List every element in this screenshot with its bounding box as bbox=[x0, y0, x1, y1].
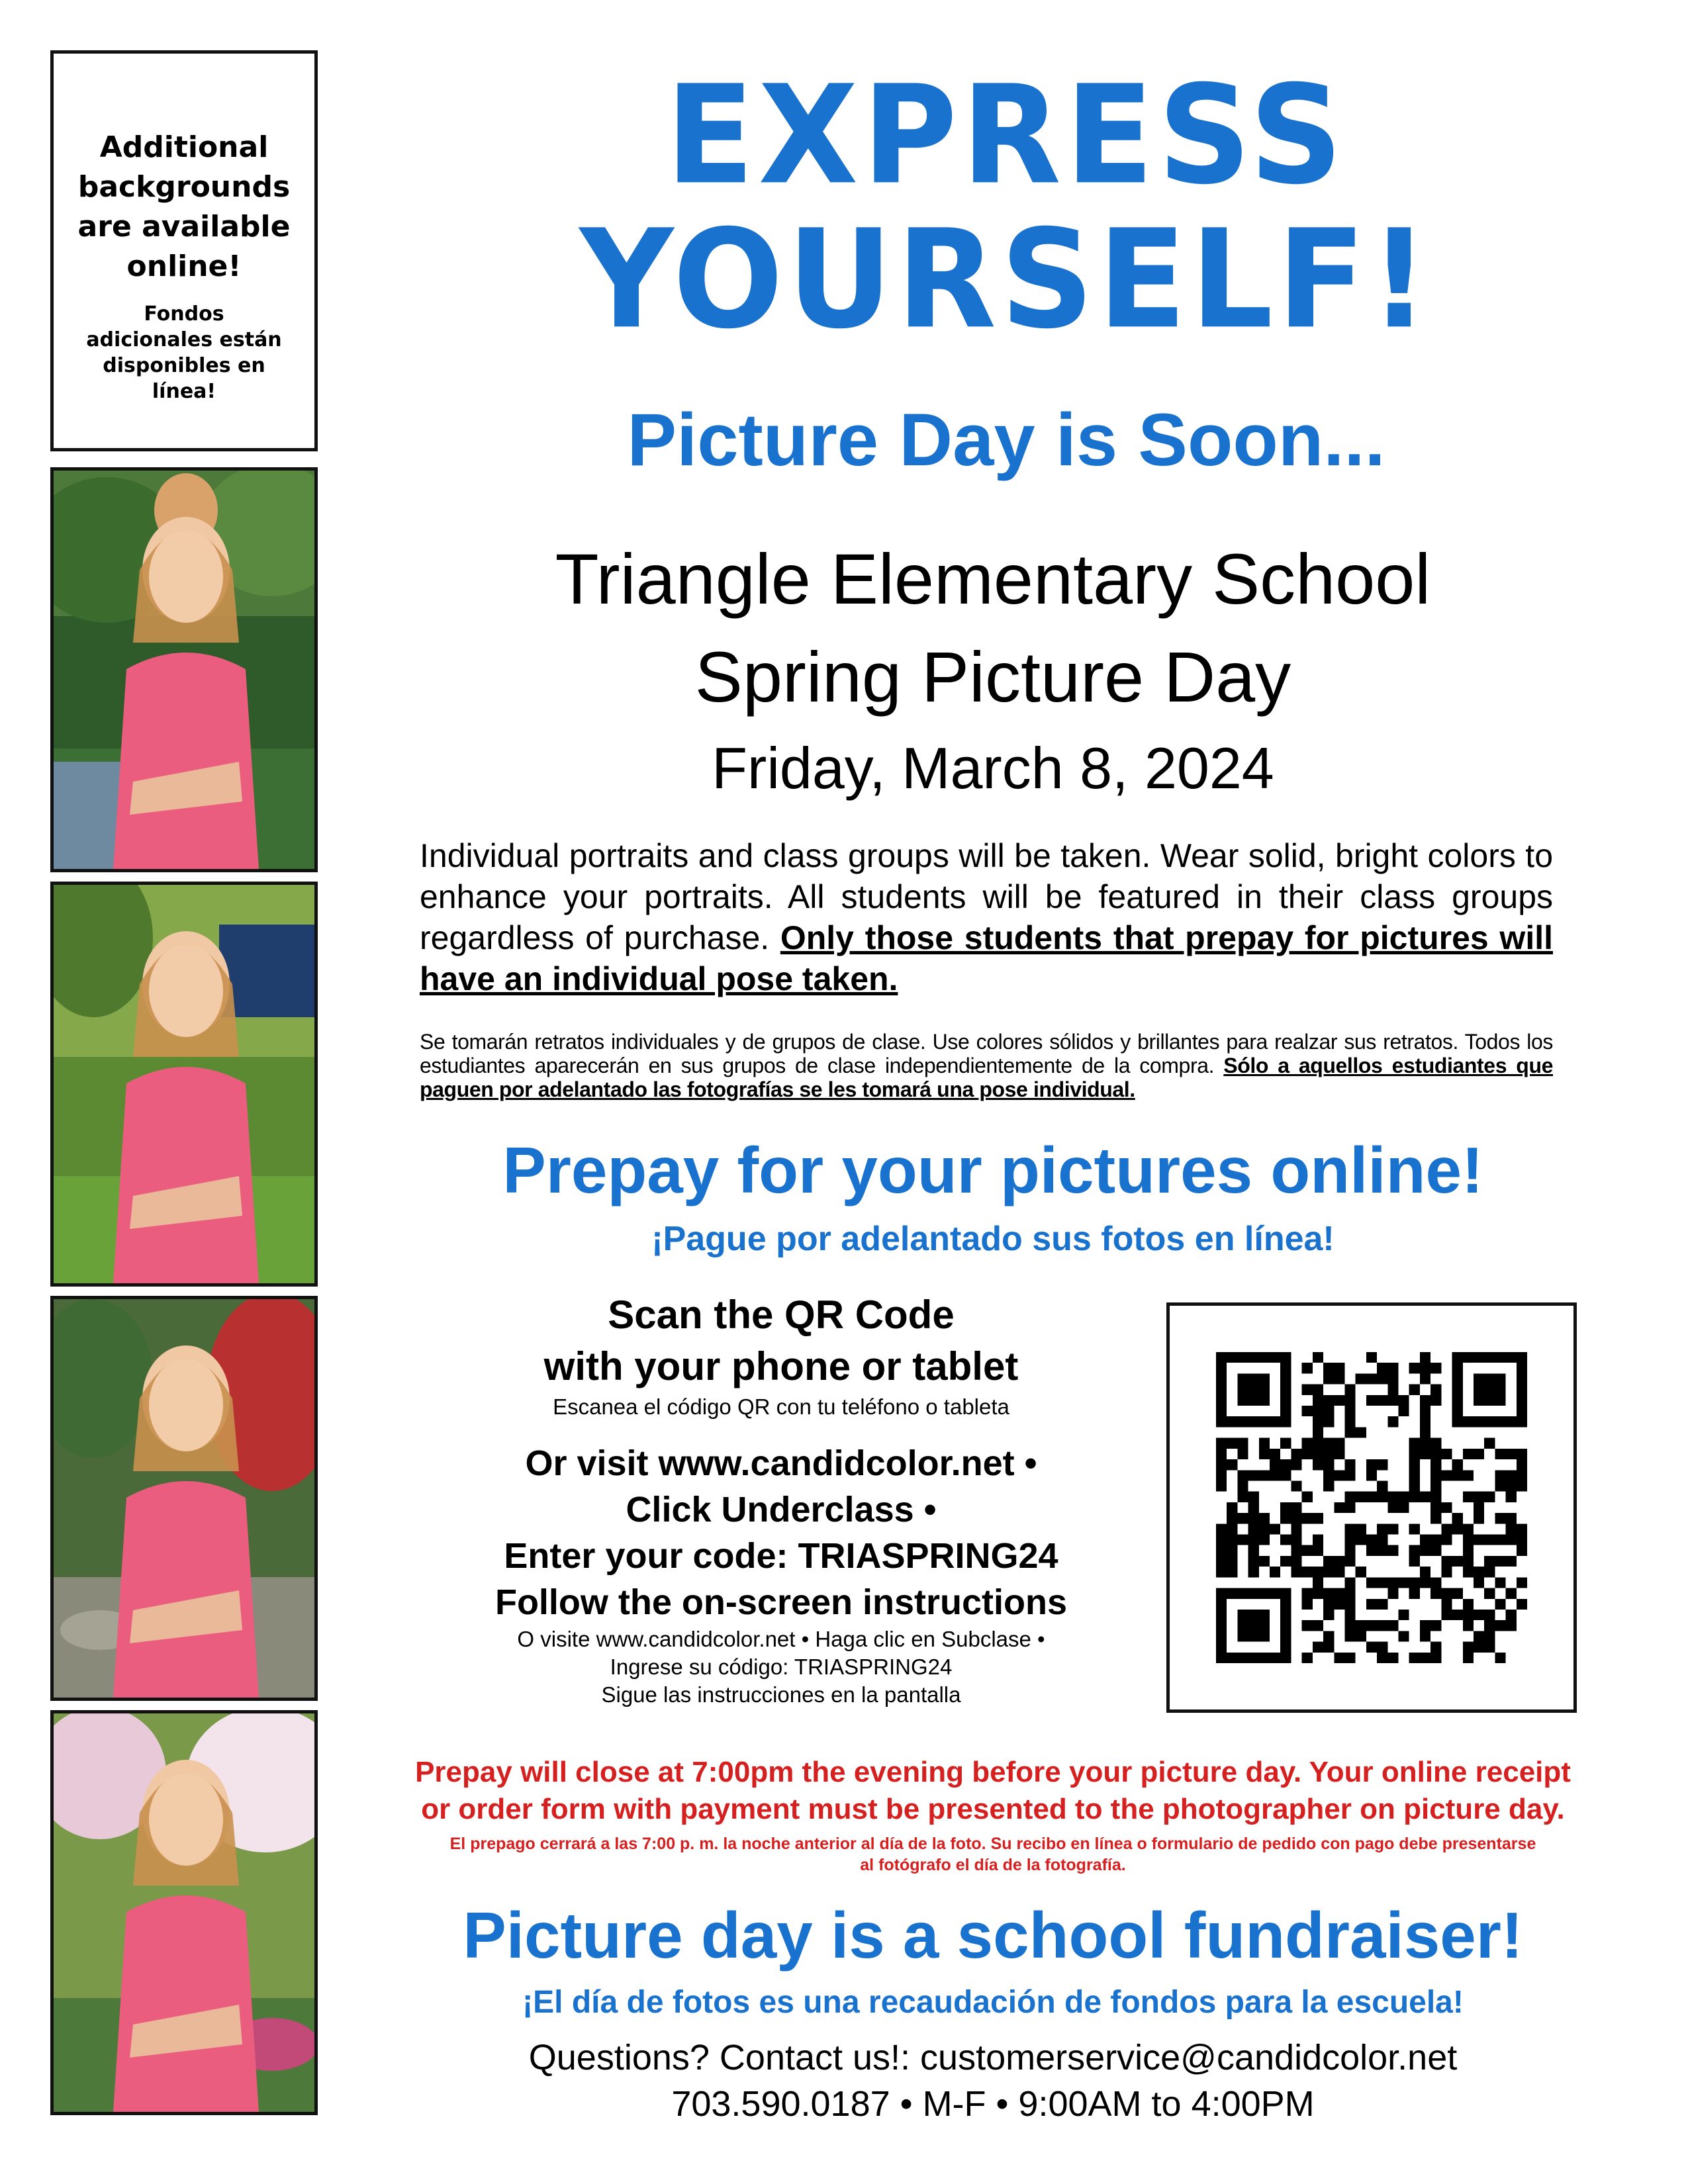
contact-line-1[interactable]: Questions? Contact us!: customerservice@candidcolor.net bbox=[528, 2038, 1458, 2077]
visit-es-line-2: Ingrese su código: TRIASPRING24 bbox=[610, 1655, 953, 1679]
note-text-es: Fondos adicionales están disponibles en línea! bbox=[86, 302, 282, 403]
contact-info bbox=[371, 2034, 1615, 2127]
fundraiser-title: Picture day is a school fundraiser! bbox=[463, 1899, 1523, 1972]
info-paragraph-en bbox=[420, 835, 1553, 999]
deadline-notice-en bbox=[397, 1754, 1589, 1828]
info-paragraph-es bbox=[420, 1030, 1553, 1101]
visit-es-line-3: Sigue las instrucciones en la pantalla bbox=[601, 1682, 961, 1707]
info-emphasis-en: Only those students that prepay for pictures will have an individual pose taken. bbox=[420, 919, 1553, 997]
visit-line-1[interactable]: Or visit www.candidcolor.net • bbox=[525, 1443, 1037, 1483]
info-text-en: Individual portraits and class groups will be taken. Wear solid, bright colors to enhance your portraits. All students will be featured in their class groups regardless of purchase. bbox=[420, 837, 1553, 956]
visit-line-2: Click Underclass • bbox=[626, 1490, 937, 1529]
qr-code[interactable] bbox=[1216, 1352, 1527, 1663]
prepay-title-es: ¡Pague por adelantado sus fotos en línea! bbox=[651, 1220, 1335, 1258]
event-date: Friday, March 8, 2024 bbox=[712, 735, 1274, 801]
sample-portrait-garden bbox=[50, 882, 318, 1287]
online-backgrounds-note bbox=[50, 50, 318, 451]
prepay-title: Prepay for your pictures online! bbox=[502, 1134, 1483, 1206]
fundraiser-title-es: ¡El día de fotos es una recaudación de fondos para la escuela! bbox=[522, 1985, 1464, 2020]
deadline-es-line-2: al fotógrafo el día de la fotografía. bbox=[860, 1856, 1126, 1874]
info-emphasis-es: Sólo a aquellos estudiantes que paguen por adelantado las fotografías se les tomará una pose individual. bbox=[420, 1054, 1553, 1101]
headline-line-2: YOURSELF! bbox=[579, 201, 1433, 359]
visit-es-line-1: O visite www.candidcolor.net • Haga clic en Subclase • bbox=[517, 1627, 1045, 1651]
visit-line-3: Enter your code: TRIASPRING24 bbox=[504, 1536, 1058, 1576]
school-name: Triangle Elementary School bbox=[555, 539, 1431, 619]
sample-portrait-blossoms bbox=[50, 1710, 318, 2115]
qr-code-frame bbox=[1166, 1302, 1577, 1713]
picture-day-soon-subtitle: Picture Day is Soon... bbox=[627, 398, 1385, 481]
visit-line-4: Follow the on-screen instructions bbox=[494, 1582, 1068, 1622]
headline-line-1: EXPRESS bbox=[665, 56, 1347, 215]
deadline-line-2: or order form with payment must be presented to the photographer on picture day. bbox=[421, 1793, 1565, 1825]
instructions-block bbox=[437, 1289, 1125, 1709]
scan-line-2: with your phone or tablet bbox=[543, 1344, 1019, 1388]
event-name: Spring Picture Day bbox=[694, 637, 1291, 717]
info-text-es: Se tomarán retratos individuales y de grupos de clase. Use colores sólidos y brillantes para realzar sus retratos. Todos los estudiantes aparecerán en sus grupos de clase independientemente de la compra. bbox=[420, 1030, 1553, 1077]
contact-line-2: 703.590.0187 • M-F • 9:00AM to 4:00PM bbox=[671, 2084, 1315, 2124]
deadline-es-line-1: El prepago cerrará a las 7:00 p. m. la noche anterior al día de la foto. Su recibo en línea o formulario de pedido con pago debe presentarse bbox=[449, 1835, 1536, 1853]
deadline-line-1: Prepay will close at 7:00pm the evening before your picture day. Your online receipt bbox=[415, 1756, 1571, 1788]
scan-line-1: Scan the QR Code bbox=[608, 1293, 955, 1337]
scan-text-es: Escanea el código QR con tu teléfono o tableta bbox=[553, 1394, 1009, 1419]
note-text-en: Additional backgrounds are available online! bbox=[77, 130, 291, 283]
sample-portrait-stone-path bbox=[50, 1296, 318, 1701]
sample-portrait-forest bbox=[50, 467, 318, 872]
deadline-notice-es bbox=[397, 1833, 1589, 1876]
